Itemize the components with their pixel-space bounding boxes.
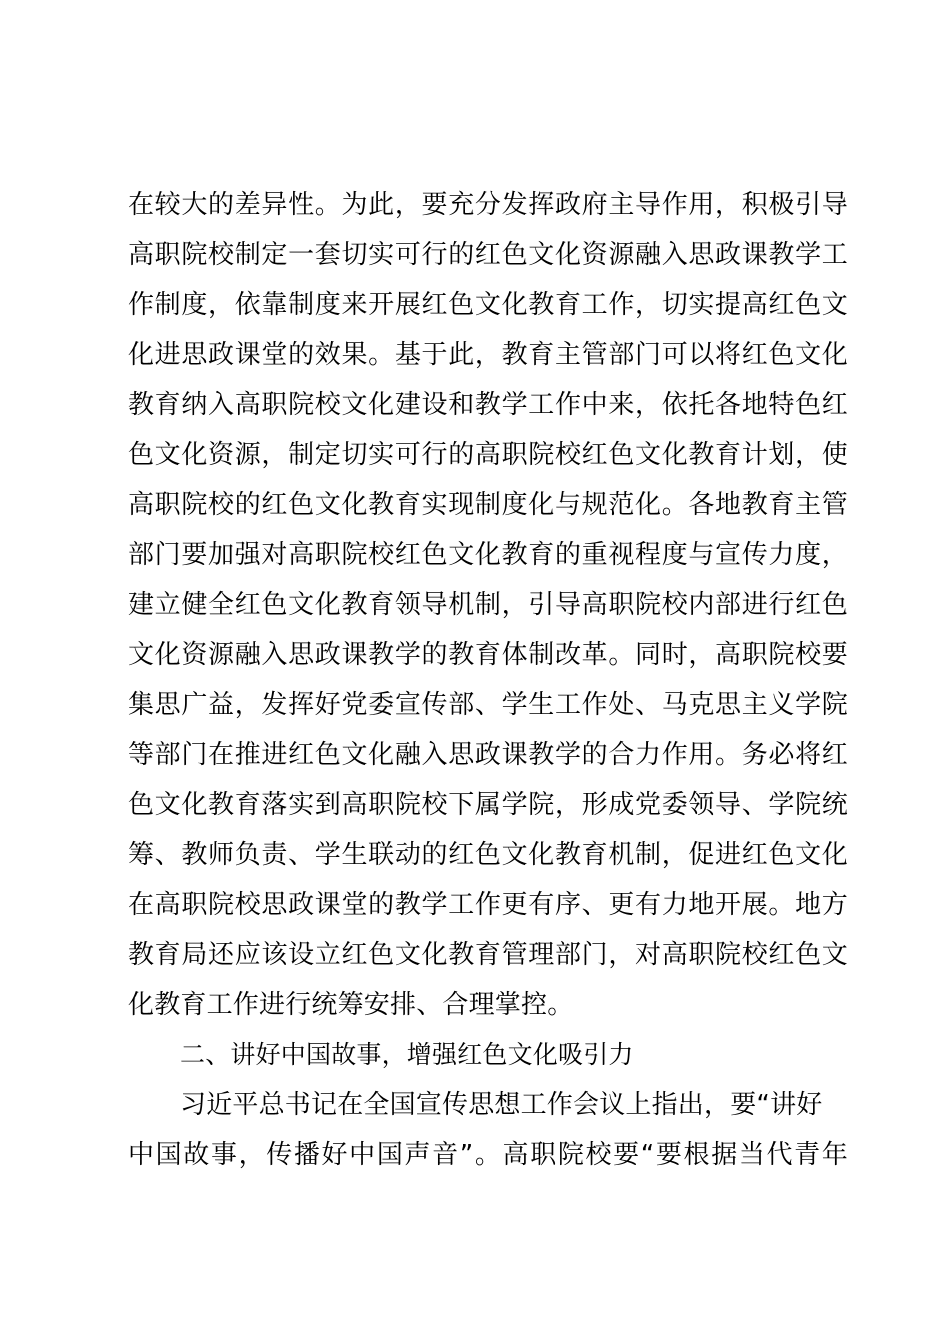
text-line: 中国故事，传播好中国声音”。高职院校要“要根据当代青年	[128, 1140, 848, 1170]
body-text	[128, 180, 848, 1180]
text-line: 习近平总书记在全国宣传思想工作会议上指出，要“讲好	[180, 1090, 823, 1120]
text-line: 文化资源融入思政课教学的教育体制改革。同时，高职院校要	[128, 640, 848, 670]
text-line: 教育局还应该设立红色文化教育管理部门，对高职院校红色文	[128, 940, 848, 970]
text-line: 教育纳入高职院校文化建设和教学工作中来，依托各地特色红	[128, 390, 848, 420]
text-line: 化教育工作进行统筹安排、合理掌控。	[128, 990, 574, 1020]
text-line: 在高职院校思政课堂的教学工作更有序、更有力地开展。地方	[128, 890, 848, 920]
text-line: 筹、教师负责、学生联动的红色文化教育机制，促进红色文化	[128, 840, 848, 870]
text-line: 色文化教育落实到高职院校下属学院，形成党委领导、学院统	[128, 790, 848, 820]
text-line: 建立健全红色文化教育领导机制，引导高职院校内部进行红色	[128, 590, 848, 620]
text-line: 化进思政课堂的效果。基于此，教育主管部门可以将红色文化	[128, 340, 848, 370]
text-line: 作制度，依靠制度来开展红色文化教育工作，切实提高红色文	[128, 290, 848, 320]
text-line: 在较大的差异性。为此，要充分发挥政府主导作用，积极引导	[128, 190, 848, 220]
text-line: 高职院校的红色文化教育实现制度化与规范化。各地教育主管	[128, 490, 848, 520]
text-line: 集思广益，发挥好党委宣传部、学生工作处、马克思主义学院	[128, 690, 848, 720]
text-line: 高职院校制定一套切实可行的红色文化资源融入思政课教学工	[128, 240, 848, 270]
text-line: 部门要加强对高职院校红色文化教育的重视程度与宣传力度，	[128, 540, 848, 570]
section-heading: 二、讲好中国故事，增强红色文化吸引力	[180, 1040, 634, 1069]
text-line: 色文化资源，制定切实可行的高职院校红色文化教育计划，使	[128, 440, 848, 470]
text-line: 等部门在推进红色文化融入思政课教学的合力作用。务必将红	[128, 740, 848, 770]
